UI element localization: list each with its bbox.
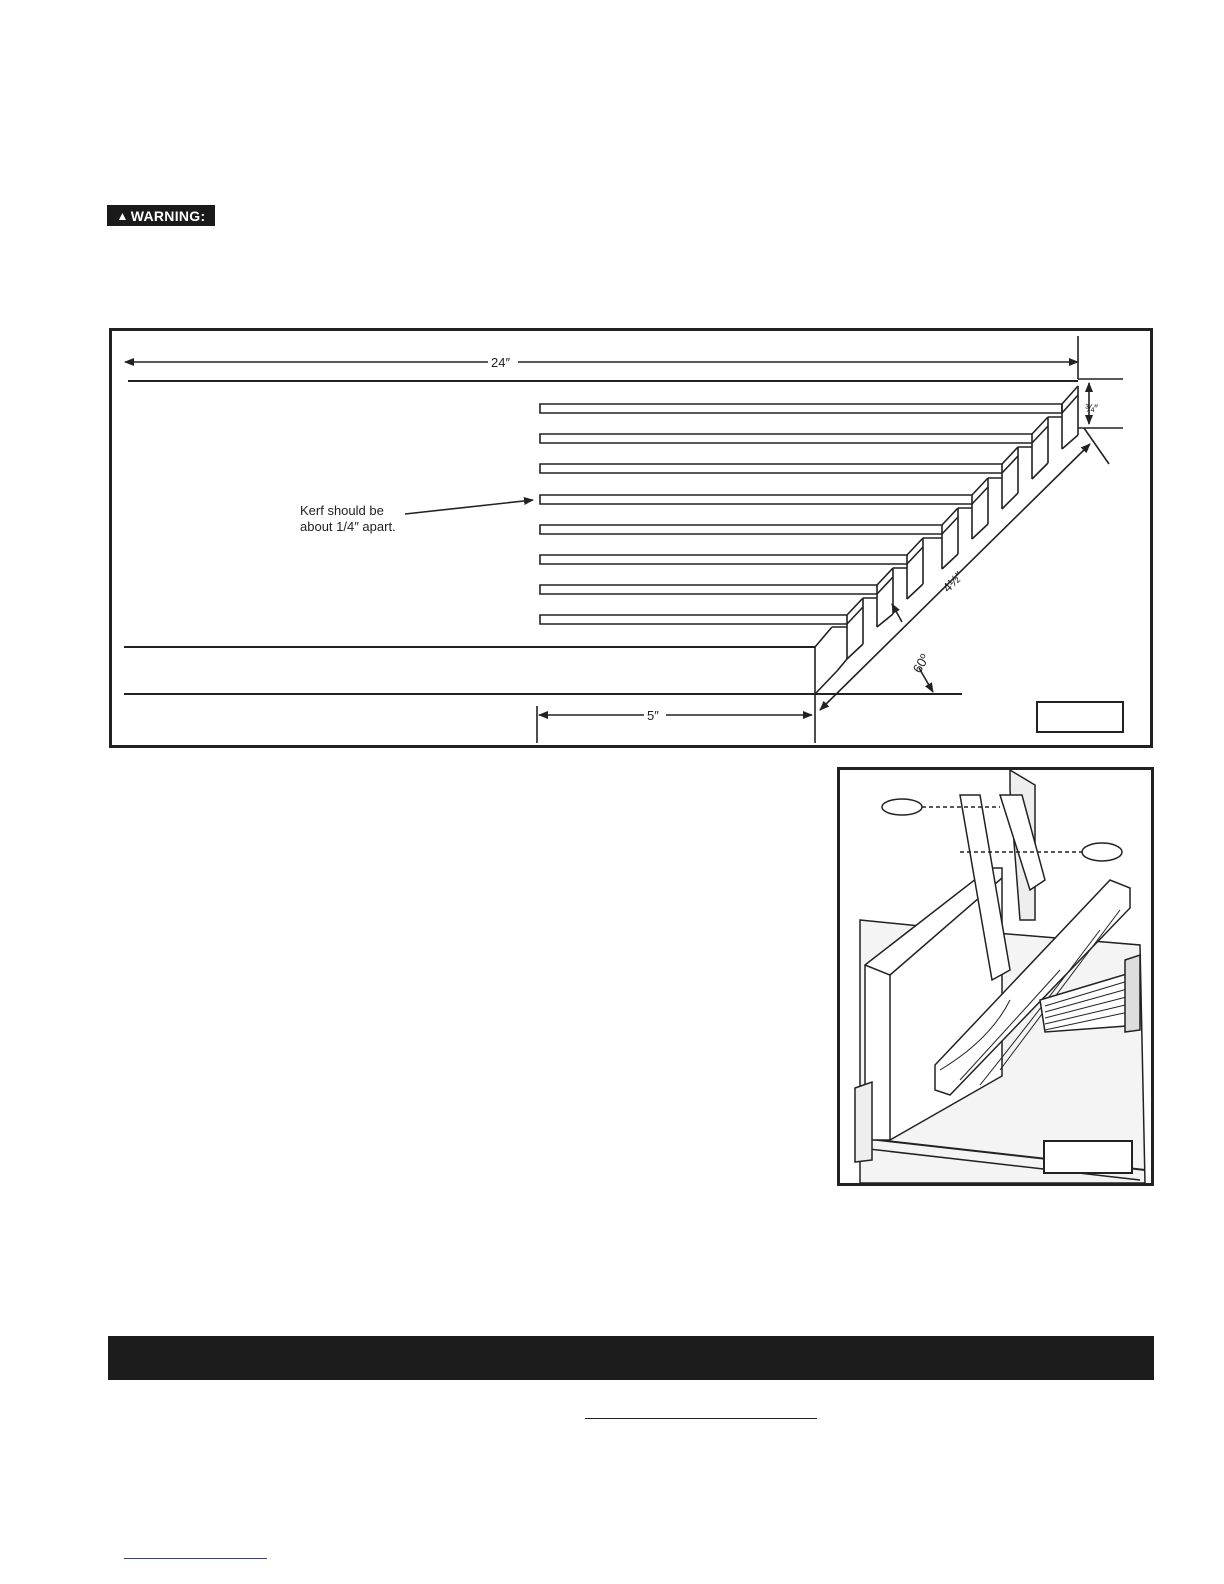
link-underline[interactable] [124,1558,267,1559]
dim-label-diagonal: 4½″ [939,568,967,596]
dim-label-5: 5″ [647,708,659,723]
warning-badge [107,205,215,226]
clamp-handle [1082,843,1122,861]
featherboard-figure [837,767,1154,1186]
figure-label-box [1036,701,1124,733]
workpiece [1125,955,1140,1032]
kerf-diagram-figure [109,328,1153,748]
dim-label-thickness: ¾″ [1085,403,1099,415]
board-end [815,671,837,694]
warning-triangle-icon: ▲ [116,208,129,223]
fence-lock [855,1082,872,1162]
kerf-note-line2: about 1/4″ apart. [300,519,396,534]
warning-label: WARNING: [130,207,206,224]
kerf-strip [540,598,877,659]
board-end [815,627,832,647]
underline-rule [585,1418,817,1419]
dim-label-24: 24″ [491,355,511,370]
kerf-note-line1: Kerf should be [300,503,384,518]
clamp-handle [882,799,922,815]
kerf-diagram [112,331,1150,745]
note-leader [405,500,533,514]
featherboard-illustration [840,770,1151,1183]
section-header-bar [108,1336,1154,1380]
figure-label-box [1043,1140,1133,1174]
angle-label: 60º [909,651,933,676]
kerf-strips [540,386,1078,671]
